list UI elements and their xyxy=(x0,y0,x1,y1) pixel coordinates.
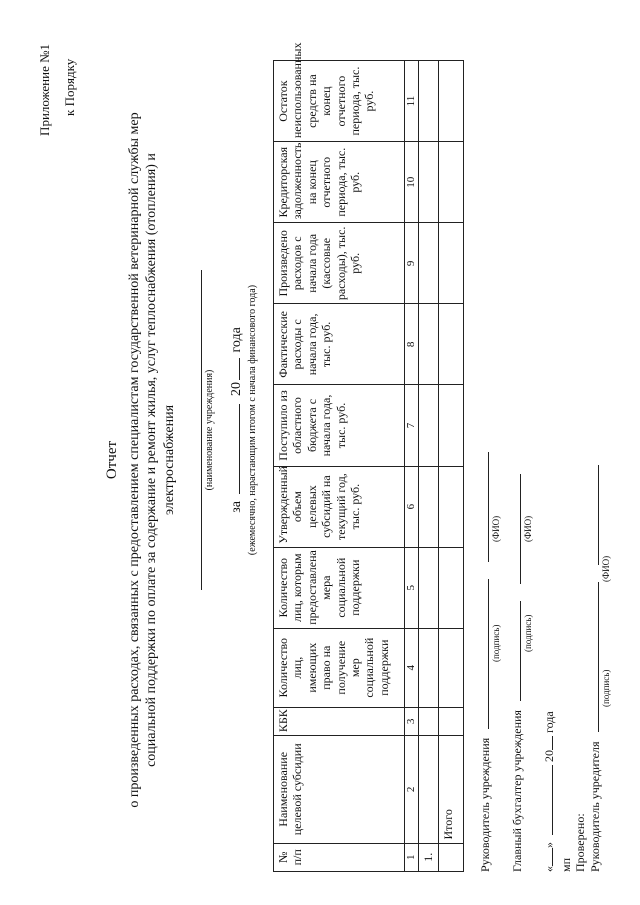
head-sign-line xyxy=(477,579,489,729)
head-name-caption: (ФИО) xyxy=(491,515,501,542)
column-number: 5 xyxy=(405,547,419,628)
table-cell xyxy=(419,142,439,223)
accountant-name-line xyxy=(509,474,521,584)
head-name-line xyxy=(477,452,489,562)
table-cell xyxy=(419,628,439,707)
column-number: 2 xyxy=(405,736,419,843)
header-cell: № п/п xyxy=(274,843,405,871)
accountant-label: Главный бухгалтер учреждения xyxy=(510,710,524,872)
table-cell xyxy=(419,223,439,304)
header-cell: Количество лиц, имеющих право на получение мер социальной поддержки xyxy=(274,628,405,707)
date-close-quote: » xyxy=(542,842,556,848)
header-cell: Фактические расходы с начала года, тыс. руб. xyxy=(274,304,405,385)
report-title xyxy=(103,30,178,890)
column-number: 1 xyxy=(405,843,419,871)
period-year-prefix: 20 xyxy=(229,382,244,397)
stamp-place: мп xyxy=(559,857,573,872)
column-number: 7 xyxy=(405,385,419,466)
date-year-prefix: 20 xyxy=(542,750,556,762)
date-day-line xyxy=(541,848,553,866)
header-cell: Утвержденный объем целевых субсидий на текущий год, тыс. руб. xyxy=(274,466,405,547)
accountant-sign-caption: (подпись) xyxy=(523,614,533,652)
accountant-name-caption: (ФИО) xyxy=(523,515,533,542)
date-year-line xyxy=(541,736,553,750)
header-cell: Количество лиц, которым предоставлена мера социальной поддержки xyxy=(274,547,405,628)
table-cell xyxy=(419,304,439,385)
column-number: 9 xyxy=(405,223,419,304)
column-number: 8 xyxy=(405,304,419,385)
column-number: 10 xyxy=(405,142,419,223)
table-cell xyxy=(439,223,464,304)
table-cell xyxy=(419,736,439,843)
institution-caption: (наименование учреждения) xyxy=(204,369,215,491)
header-cell: Произведено расходов с начала года (кассовые расходы), тыс. руб. xyxy=(274,223,405,304)
founder-name-line xyxy=(587,466,599,566)
table-cell xyxy=(419,466,439,547)
appendix-line-2: к Порядку xyxy=(61,58,77,116)
founder-name-caption: (ФИО) xyxy=(601,555,611,582)
table-header-row xyxy=(274,61,405,872)
table-cell xyxy=(419,547,439,628)
appendix-note xyxy=(33,44,82,136)
founder-sign-line xyxy=(587,583,599,733)
report-heading: Отчет xyxy=(104,440,120,480)
table-cell xyxy=(439,628,464,707)
accountant-sign-line xyxy=(509,601,521,701)
row-index: 1. xyxy=(419,843,439,871)
founder-sign-caption: (подпись) xyxy=(601,669,611,707)
table-cell xyxy=(439,466,464,547)
period-caption: (ежемесячно, нарастающим итогом с начала финансового года) xyxy=(247,284,258,556)
checked-label: Проверено: xyxy=(573,813,587,872)
date-open-quote: « xyxy=(542,866,556,872)
table-cell xyxy=(439,707,464,735)
table-cell xyxy=(439,385,464,466)
report-subtitle: о произведенных расходах, связанных с предоставлением специалистам государственной ветеринарной службы мер социальной поддержки по оплате за содержание и ремонт жилья, услуг теплоснабжения (отопления) и электроснабжения xyxy=(126,112,177,808)
appendix-line-1: Приложение №1 xyxy=(37,44,52,136)
table-cell xyxy=(439,304,464,385)
column-number: 4 xyxy=(405,628,419,707)
total-label: Итого xyxy=(439,736,464,843)
column-number: 6 xyxy=(405,466,419,547)
table-cell xyxy=(439,843,464,871)
date-year-suffix: года xyxy=(542,711,556,733)
column-number: 11 xyxy=(405,61,419,142)
table-cell xyxy=(439,547,464,628)
table-cell xyxy=(439,142,464,223)
header-cell: КБК xyxy=(274,707,405,735)
header-cell: Поступило из областного бюджета с начала года, тыс. руб. xyxy=(274,385,405,466)
period-prefix: за xyxy=(229,501,244,513)
report-table xyxy=(273,42,464,872)
period-year-suffix: года xyxy=(229,327,244,353)
date-month-line xyxy=(541,765,553,835)
column-number: 3 xyxy=(405,707,419,735)
institution-field xyxy=(201,270,215,590)
date-row xyxy=(541,711,557,872)
head-label: Руководитель учреждения xyxy=(478,737,492,872)
table-cell xyxy=(419,707,439,735)
period-year-blank xyxy=(227,358,240,380)
institution-line xyxy=(201,270,202,590)
table-cell xyxy=(419,61,439,142)
period-field xyxy=(227,250,258,590)
header-cell: Наименование целевой субсидии xyxy=(274,736,405,843)
header-cell: Кредиторская задолженность на конец отчетного периода, тыс. руб. xyxy=(274,142,405,223)
table-cell xyxy=(439,61,464,142)
header-cell: Остаток неиспользованных средств на конец отчетного периода, тыс. руб. xyxy=(274,61,405,142)
period-blank xyxy=(227,404,240,494)
table-cell xyxy=(419,385,439,466)
table-row xyxy=(419,61,439,872)
founder-label: Руководитель учредителя xyxy=(588,741,602,872)
head-sign-caption: (подпись) xyxy=(491,624,501,662)
report-sheet xyxy=(15,30,615,890)
total-row xyxy=(439,61,464,872)
column-number-row xyxy=(405,61,419,872)
